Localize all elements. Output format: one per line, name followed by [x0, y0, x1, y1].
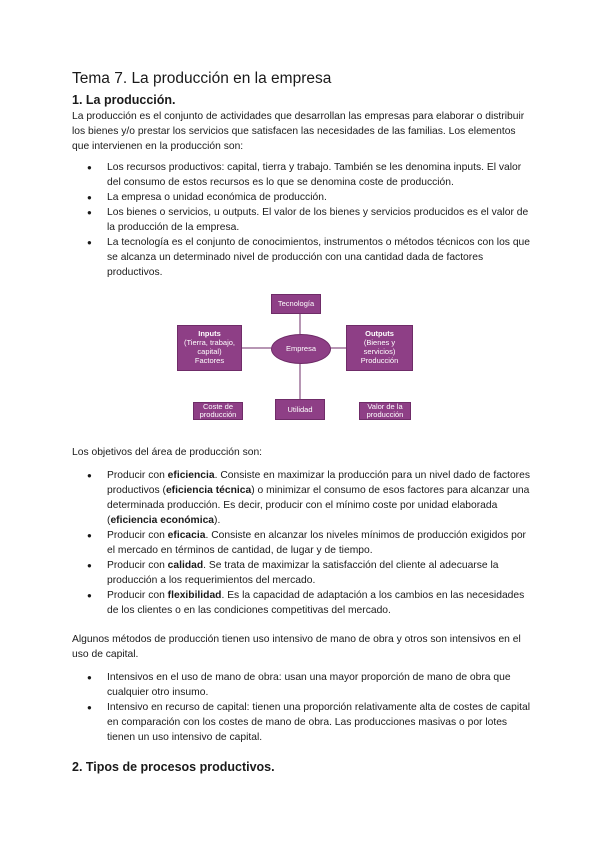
list-item: ● Intensivos en el uso de mano de obra: usan una mayor proporción de mano de obra que cualquier otro insumo.	[72, 670, 532, 700]
list-item: ● Producir con calidad. Se trata de maximizar la satisfacción del cliente al adecuarse la producción a los requerimientos del mercado.	[72, 558, 532, 588]
list-item: ● Intensivo en recurso de capital: tienen una proporción relativamente alta de costes de capital en comparación con los costes de mano de obra. Las producciones masivas o por lotes tienen un uso intensivo de capital.	[72, 700, 532, 745]
list-item: ● Producir con eficiencia. Consiste en maximizar la producción para un nivel dado de factores productivos (eficiencia técnica) o minimizar el consumo de esos factores para alcanzar una determinada producción. Es decir, producir con el mínimo coste por unidad elaborada (eficiencia económica).	[72, 468, 532, 528]
metodos-list	[72, 670, 532, 745]
list-item: ● La tecnología es el conjunto de conocimientos, instrumentos o métodos técnicos con los que se alcanza un determinado nivel de producción con una cantidad dada de factores productivos.	[72, 235, 532, 280]
list-item: ● Los bienes o servicios, u outputs. El valor de los bienes y servicios producidos es el valor de la producción de la empresa.	[72, 205, 532, 235]
section-heading-produccion: 1. La producción.	[72, 93, 176, 107]
valor-box: Valor de la producción	[359, 402, 411, 420]
list-item: ● Producir con eficacia. Consiste en alcanzar los niveles mínimos de producción exigidos por el mercado en términos de cantidad, de lugar y de tiempo.	[72, 528, 532, 558]
document-page	[72, 70, 532, 776]
list-item: ● Producir con flexibilidad. Es la capacidad de adaptación a los cambios en las necesidades de los clientes o en las condiciones competitivas del mercado.	[72, 588, 532, 618]
empresa-node: Empresa	[271, 334, 331, 364]
objetivos-intro: Los objetivos del área de producción son:	[72, 447, 263, 458]
coste-box: Coste de producción	[193, 402, 243, 420]
tecnologia-box: Tecnología	[271, 294, 321, 314]
page-title: Tema 7. La producción en la empresa	[72, 70, 332, 87]
elements-list	[72, 160, 532, 280]
section-heading-tipos: 2. Tipos de procesos productivos.	[72, 760, 275, 774]
list-item: ● Los recursos productivos: capital, tierra y trabajo. También se les denomina inputs. El valor del consumo de estos recursos es lo que se denomina coste de producción.	[72, 160, 532, 190]
objetivos-list	[72, 468, 532, 618]
production-diagram	[72, 289, 532, 439]
list-item: ● La empresa o unidad económica de producción.	[72, 190, 532, 205]
metodos-intro: Algunos métodos de producción tienen uso intensivo de mano de obra y otros son intensivos en el uso de capital.	[72, 634, 521, 660]
utilidad-box: Utilidad	[275, 399, 325, 420]
outputs-box: Outputs (Bienes y servicios) Producción	[346, 325, 413, 371]
section-intro: La producción es el conjunto de actividades que desarrollan las empresas para elaborar o distribuir los bienes y/o prestar los servicios que satisfacen las necesidades de las familias. Los elementos que intervienen en la producción son:	[72, 111, 525, 152]
inputs-box: Inputs (Tierra, trabajo, capital) Factores	[177, 325, 242, 371]
